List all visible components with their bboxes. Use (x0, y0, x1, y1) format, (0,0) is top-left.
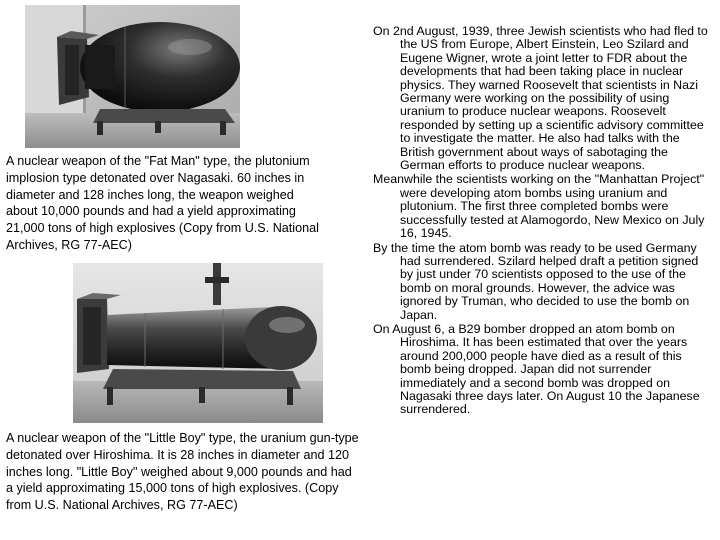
paragraph-manhattan-project: Meanwhile the scientists working on the "Manhattan Project" were developing atom bombs using uranium and plutonium. The first three completed bombs were successfully tested at Alamogordo, New Mexico on July 16, 1945. (373, 172, 705, 241)
little-boy-caption: A nuclear weapon of the "Little Boy" type, the uranium gun-type detonated over Hiroshima. It is 28 inches in diameter and 120 inches long. "Little Boy" weighed about 9,000 pounds and had a yield approximating 15,000 tons of high explosives. (Copy from U.S. National Archives, RG 77-AEC) (6, 431, 359, 513)
paragraph-hiroshima: On August 6, a B29 bomber dropped an atom bomb on Hiroshima. It has been estimated that over the years around 200,000 people have died as a result of this bomb being dropped. Japan did not surrender immediately and a second bomb was dropped on Nagasaki three days later. On August 10 the Japanese surrendered. (373, 321, 700, 417)
paragraph-szilard-petition: By the time the atom bomb was ready to be used Germany had surrendered. Szilard helped draft a petition signed by just under 70 scientists opposed to the use of the bomb on moral grounds. However, the advice was ignored by Truman, who decided to use the bomb on Japan. (373, 240, 699, 322)
little-boy-photo (73, 263, 323, 423)
paragraph-einstein-letter: On 2nd August, 1939, three Jewish scientists who had fled to the US from Europe, Albert Einstein, Leo Szilard and Eugene Wigner, wrote a joint letter to FDR about the developments that had been taking place in nuclear physics. They warned Roosevelt that scientists in Nazi Germany were working on the possibility of using uranium to produce nuclear weapons. Roosevelt responded by setting up a scientific advisory committee to investigate the matter. He also had talks with the British government about ways of sabotaging the German efforts to produce nuclear weapons. (373, 24, 708, 173)
fat-man-photo (25, 5, 240, 148)
fat-man-caption: A nuclear weapon of the "Fat Man" type, the plutonium implosion type detonated over Nagasaki. 60 inches in diameter and 128 inches long, the weapon weighed about 10,000 pounds and had a yield approximating 21,000 tons of high explosives (Copy from U.S. National Archives, RG 77-AEC) (6, 154, 319, 252)
article-body (373, 25, 713, 418)
